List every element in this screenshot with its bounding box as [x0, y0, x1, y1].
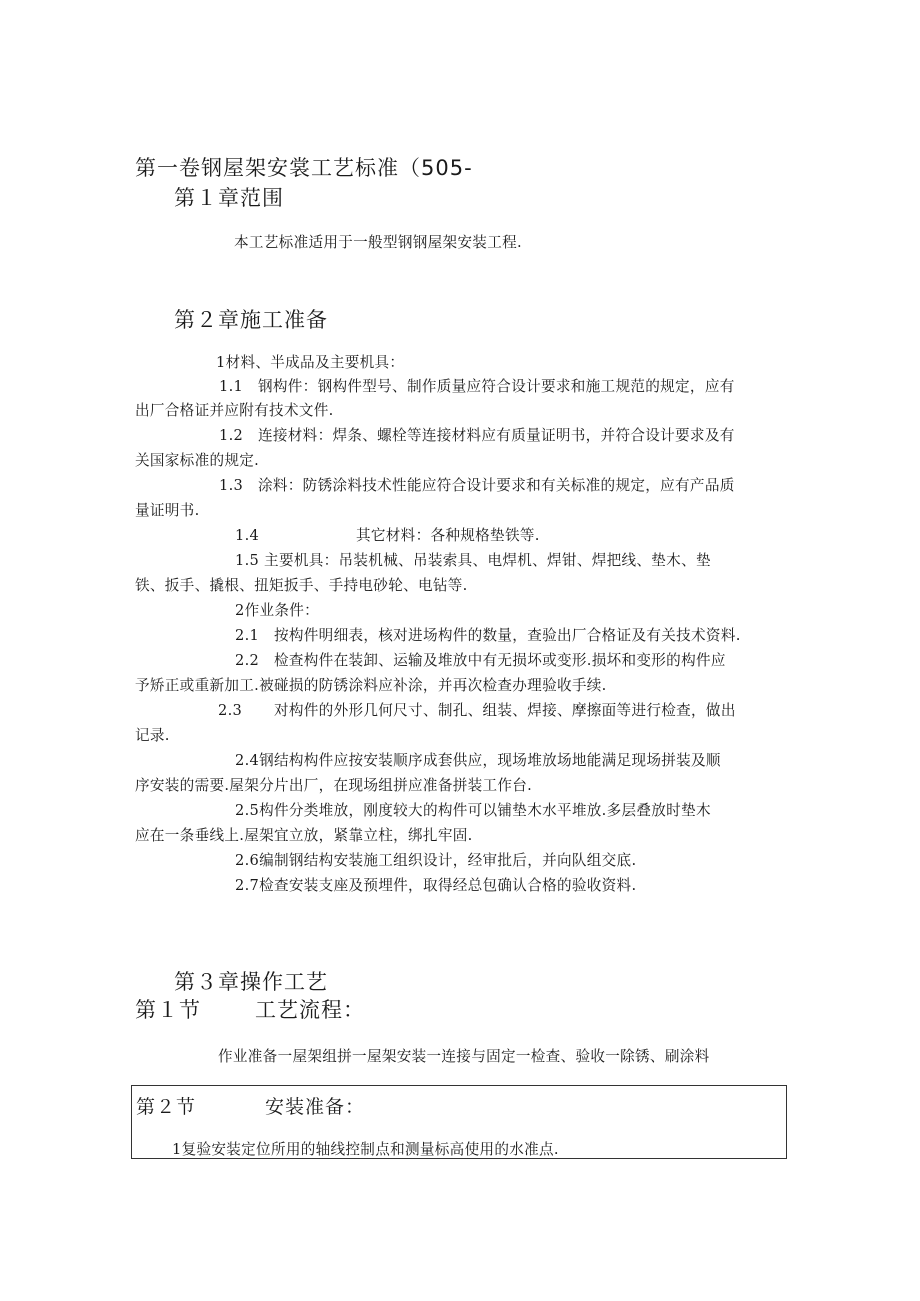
chapter-3-heading: 第３章操作工艺 — [174, 970, 328, 994]
paragraph-line: 2作业条件： — [235, 602, 320, 619]
paragraph-line: 2.7检查安装支座及预埋件，取得经总包确认合格的验收资料. — [235, 877, 637, 894]
section-1-title: 工艺流程： — [255, 998, 365, 1022]
paragraph-line: 1材料、半成品及主要机具： — [216, 354, 405, 371]
paragraph-line: 1.2 连接材料：焊条、螺栓等连接材料应有质量证明书，并符合设计要求及有 — [219, 427, 735, 444]
section-2-text: 1复验安装定位所用的轴线控制点和测量标高使用的水准点. — [172, 1141, 559, 1158]
paragraph-line: 2.2 检查构件在装卸、运输及堆放中有无损坏或变形.损坏和变形的构件应 — [235, 652, 726, 669]
chapter-1-heading: 第１章范围 — [174, 186, 284, 210]
paragraph-line: 序安装的需要.屋架分片出厂，在现场组拼应准备拼装工作台. — [135, 777, 533, 794]
paragraph-line: 记录. — [135, 727, 170, 744]
paragraph-line: 2.4钢结构构件应按安装顺序成套供应，现场堆放场地能满足现场拼装及顺 — [235, 752, 721, 769]
paragraph-line: 关国家标准的规定. — [135, 452, 260, 469]
paragraph-line: 其它材料：各种规格垫铁等. — [356, 527, 540, 544]
paragraph-line: 对构件的外形几何尺寸、制孔、组装、焊接、摩擦面等进行检查，做出 — [274, 702, 736, 719]
process-flow: 作业准备一屋架组拼一屋架安装一连接与固定一检查、验收一除锈、刷涂料 — [218, 1048, 710, 1065]
paragraph-line: 量证明书. — [135, 502, 200, 519]
paragraph-line: 2.6编制钢结构安装施工组织设计，经审批后，并向队组交底. — [235, 852, 637, 869]
item-number: 2.3 — [218, 702, 243, 719]
paragraph-line: 铁、扳手、撬根、扭矩扳手、手持电砂轮、电钻等. — [135, 577, 468, 594]
paragraph-line: 1.3 涂料：防锈涂料技术性能应符合设计要求和有关标准的规定，应有产品质 — [219, 477, 735, 494]
section-2-title: 安装准备： — [265, 1096, 366, 1118]
paragraph-line: 予矫正或重新加工.被碰损的防锈涂料应补涂，并再次检查办理验收手续. — [135, 677, 607, 694]
item-number: 1.4 — [235, 527, 260, 544]
chapter-1-text: 本工艺标准适用于一般型钢钢屋架安装工程. — [234, 234, 522, 251]
paragraph-line: 1.5 主要机具：吊装机械、吊装索具、电焊机、焊钳、焊把线、垫木、垫 — [235, 552, 711, 569]
section-1-label: 第１节 — [135, 998, 201, 1022]
chapter-2-heading: 第２章施工准备 — [174, 308, 328, 332]
paragraph-line: 1.1 钢构件：钢构件型号、制作质量应符合设计要求和施工规范的规定，应有 — [219, 378, 735, 395]
section-2-box — [131, 1085, 787, 1159]
document-title: 第一卷钢屋架安裳工艺标准（505- — [135, 156, 473, 180]
paragraph-line: 2.1 按构件明细表，核对进场构件的数量，查验出厂合格证及有关技术资料. — [235, 627, 741, 644]
paragraph-line: 2.5构件分类堆放，刚度较大的构件可以铺垫木水平堆放.多层叠放时垫木 — [235, 802, 711, 819]
section-2-label: 第２节 — [136, 1096, 197, 1118]
paragraph-line: 应在一条垂线上.屋架宜立放，紧靠立柱，绑扎牢固. — [135, 827, 473, 844]
paragraph-line: 出厂合格证并应附有技术文件. — [135, 402, 334, 419]
